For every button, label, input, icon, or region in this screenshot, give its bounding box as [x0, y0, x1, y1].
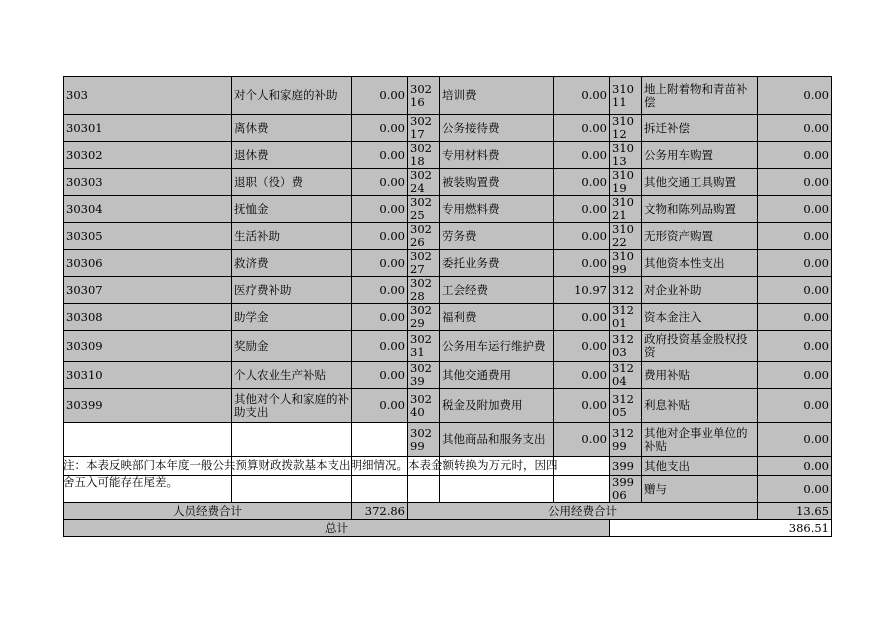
- table-row: [64, 423, 832, 457]
- item-amount: 0.00: [554, 196, 610, 223]
- item-amount: 0.00: [352, 362, 408, 389]
- item-amount: 0.00: [758, 142, 832, 169]
- item-name: 委托业务费: [440, 250, 554, 277]
- item-amount: 0.00: [554, 77, 610, 115]
- item-code: 30309: [64, 331, 232, 362]
- table-row: [64, 196, 832, 223]
- item-code: 30307: [64, 277, 232, 304]
- item-code: 30218: [408, 142, 440, 169]
- item-name: 对个人和家庭的补助: [232, 77, 352, 115]
- item-name: 专用材料费: [440, 142, 554, 169]
- item-code: 303: [64, 77, 232, 115]
- table-row: [64, 362, 832, 389]
- item-name: 培训费: [440, 77, 554, 115]
- item-code: 30217: [408, 115, 440, 142]
- item-code: 31011: [610, 77, 642, 115]
- item-name: 对企业补助: [642, 277, 758, 304]
- item-code: 30305: [64, 223, 232, 250]
- item-code: 30310: [64, 362, 232, 389]
- item-code: 31299: [610, 423, 642, 457]
- public-subtotal-label: 公用经费合计: [408, 503, 758, 520]
- item-amount: 0.00: [758, 304, 832, 331]
- item-code: 30231: [408, 331, 440, 362]
- item-code: 30225: [408, 196, 440, 223]
- item-name: 其他支出: [642, 457, 758, 476]
- item-code: 30308: [64, 304, 232, 331]
- item-code: 30226: [408, 223, 440, 250]
- item-code: 30299: [408, 423, 440, 457]
- item-amount: 0.00: [554, 423, 610, 457]
- item-code: [64, 423, 232, 457]
- item-name: 专用燃料费: [440, 196, 554, 223]
- table-row: [64, 115, 832, 142]
- item-name: 助学金: [232, 304, 352, 331]
- item-code: 39906: [610, 476, 642, 503]
- item-amount: 0.00: [758, 331, 832, 362]
- item-name: 资本金注入: [642, 304, 758, 331]
- item-code: 30240: [408, 389, 440, 423]
- item-amount: 0.00: [554, 304, 610, 331]
- item-name: [232, 423, 352, 457]
- item-amount: 0.00: [352, 115, 408, 142]
- item-code: 31013: [610, 142, 642, 169]
- total-label: 总计: [64, 520, 610, 537]
- item-amount: 0.00: [352, 196, 408, 223]
- item-name: 福利费: [440, 304, 554, 331]
- item-code: 30301: [64, 115, 232, 142]
- item-code: 31012: [610, 115, 642, 142]
- item-amount: 0.00: [758, 250, 832, 277]
- item-code: 31203: [610, 331, 642, 362]
- item-name: 赠与: [642, 476, 758, 503]
- item-code: 30216: [408, 77, 440, 115]
- item-amount: 0.00: [758, 457, 832, 476]
- item-amount: 0.00: [554, 250, 610, 277]
- item-name: 退休费: [232, 142, 352, 169]
- item-name: 医疗费补助: [232, 277, 352, 304]
- item-amount: 0.00: [758, 389, 832, 423]
- item-name: 拆迁补偿: [642, 115, 758, 142]
- item-code: 30302: [64, 142, 232, 169]
- item-name: 其他资本性支出: [642, 250, 758, 277]
- item-amount: 0.00: [554, 223, 610, 250]
- item-name: 公务用车运行维护费: [440, 331, 554, 362]
- item-amount: 0.00: [758, 423, 832, 457]
- item-amount: 0.00: [554, 169, 610, 196]
- table-row: [64, 277, 832, 304]
- item-amount: 0.00: [352, 304, 408, 331]
- item-name: 政府投资基金股权投资: [642, 331, 758, 362]
- item-name: 费用补贴: [642, 362, 758, 389]
- item-amount: 0.00: [758, 77, 832, 115]
- total-row: [64, 520, 832, 537]
- item-amount: 0.00: [758, 223, 832, 250]
- item-code: 30304: [64, 196, 232, 223]
- item-name: 生活补助: [232, 223, 352, 250]
- item-amount: 0.00: [758, 277, 832, 304]
- item-code: 31201: [610, 304, 642, 331]
- item-name: 奖励金: [232, 331, 352, 362]
- item-amount: 0.00: [554, 362, 610, 389]
- item-code: 30399: [64, 389, 232, 423]
- item-code: 30229: [408, 304, 440, 331]
- item-amount: 0.00: [554, 389, 610, 423]
- table-row: [64, 331, 832, 362]
- personnel-subtotal-label: 人员经费合计: [64, 503, 352, 520]
- item-amount: 0.00: [352, 142, 408, 169]
- item-name: 抚恤金: [232, 196, 352, 223]
- item-name: 工会经费: [440, 277, 554, 304]
- item-amount: 0.00: [554, 115, 610, 142]
- item-amount: 0.00: [758, 115, 832, 142]
- item-amount: 0.00: [352, 277, 408, 304]
- item-name: 无形资产购置: [642, 223, 758, 250]
- total-value: 386.51: [610, 520, 832, 537]
- item-name: 其他对企事业单位的补贴: [642, 423, 758, 457]
- table-row: [64, 169, 832, 196]
- table-row: [64, 304, 832, 331]
- table-row: [64, 223, 832, 250]
- item-code: 31022: [610, 223, 642, 250]
- item-name: 文物和陈列品购置: [642, 196, 758, 223]
- item-amount: 0.00: [352, 169, 408, 196]
- item-amount: 0.00: [758, 362, 832, 389]
- item-amount: 0.00: [352, 331, 408, 362]
- personnel-subtotal-value: 372.86: [352, 503, 408, 520]
- item-name: 地上附着物和青苗补偿: [642, 77, 758, 115]
- item-name: 公务用车购置: [642, 142, 758, 169]
- item-name: 被装购置费: [440, 169, 554, 196]
- item-amount: 0.00: [352, 389, 408, 423]
- item-name: 利息补贴: [642, 389, 758, 423]
- table-row: [64, 250, 832, 277]
- item-code: 30239: [408, 362, 440, 389]
- item-code: 399: [610, 457, 642, 476]
- item-code: 31019: [610, 169, 642, 196]
- item-name: 救济费: [232, 250, 352, 277]
- item-code: 31204: [610, 362, 642, 389]
- item-amount: 0.00: [352, 223, 408, 250]
- item-amount: 0.00: [758, 476, 832, 503]
- public-subtotal-value: 13.65: [758, 503, 832, 520]
- item-amount: 0.00: [758, 169, 832, 196]
- item-name: 其他对个人和家庭的补助支出: [232, 389, 352, 423]
- item-name: 个人农业生产补贴: [232, 362, 352, 389]
- footnote: 注：本表反映部门本年度一般公共预算财政拨款基本支出明细情况。本表金额转换为万元时，因四舍五入可能存在尾差。: [63, 458, 558, 489]
- subtotal-row: [64, 503, 832, 520]
- table-row: [64, 142, 832, 169]
- item-amount: 0.00: [352, 77, 408, 115]
- item-code: 31099: [610, 250, 642, 277]
- item-name: 离休费: [232, 115, 352, 142]
- item-amount: 0.00: [554, 331, 610, 362]
- item-name: 其他商品和服务支出: [440, 423, 554, 457]
- item-name: 公务接待费: [440, 115, 554, 142]
- item-code: 30224: [408, 169, 440, 196]
- item-name: 劳务费: [440, 223, 554, 250]
- item-name: 其他交通费用: [440, 362, 554, 389]
- item-code: 30228: [408, 277, 440, 304]
- item-code: 30306: [64, 250, 232, 277]
- item-name: 税金及附加费用: [440, 389, 554, 423]
- item-amount: 0.00: [758, 196, 832, 223]
- item-amount: 10.97: [554, 277, 610, 304]
- table-row: [64, 77, 832, 115]
- item-amount: [352, 423, 408, 457]
- item-amount: 0.00: [554, 142, 610, 169]
- item-name: 退职（役）费: [232, 169, 352, 196]
- item-code: 30227: [408, 250, 440, 277]
- table-row: [64, 389, 832, 423]
- item-code: 31021: [610, 196, 642, 223]
- item-code: 312: [610, 277, 642, 304]
- item-code: 30303: [64, 169, 232, 196]
- item-name: 其他交通工具购置: [642, 169, 758, 196]
- item-code: 31205: [610, 389, 642, 423]
- item-amount: 0.00: [352, 250, 408, 277]
